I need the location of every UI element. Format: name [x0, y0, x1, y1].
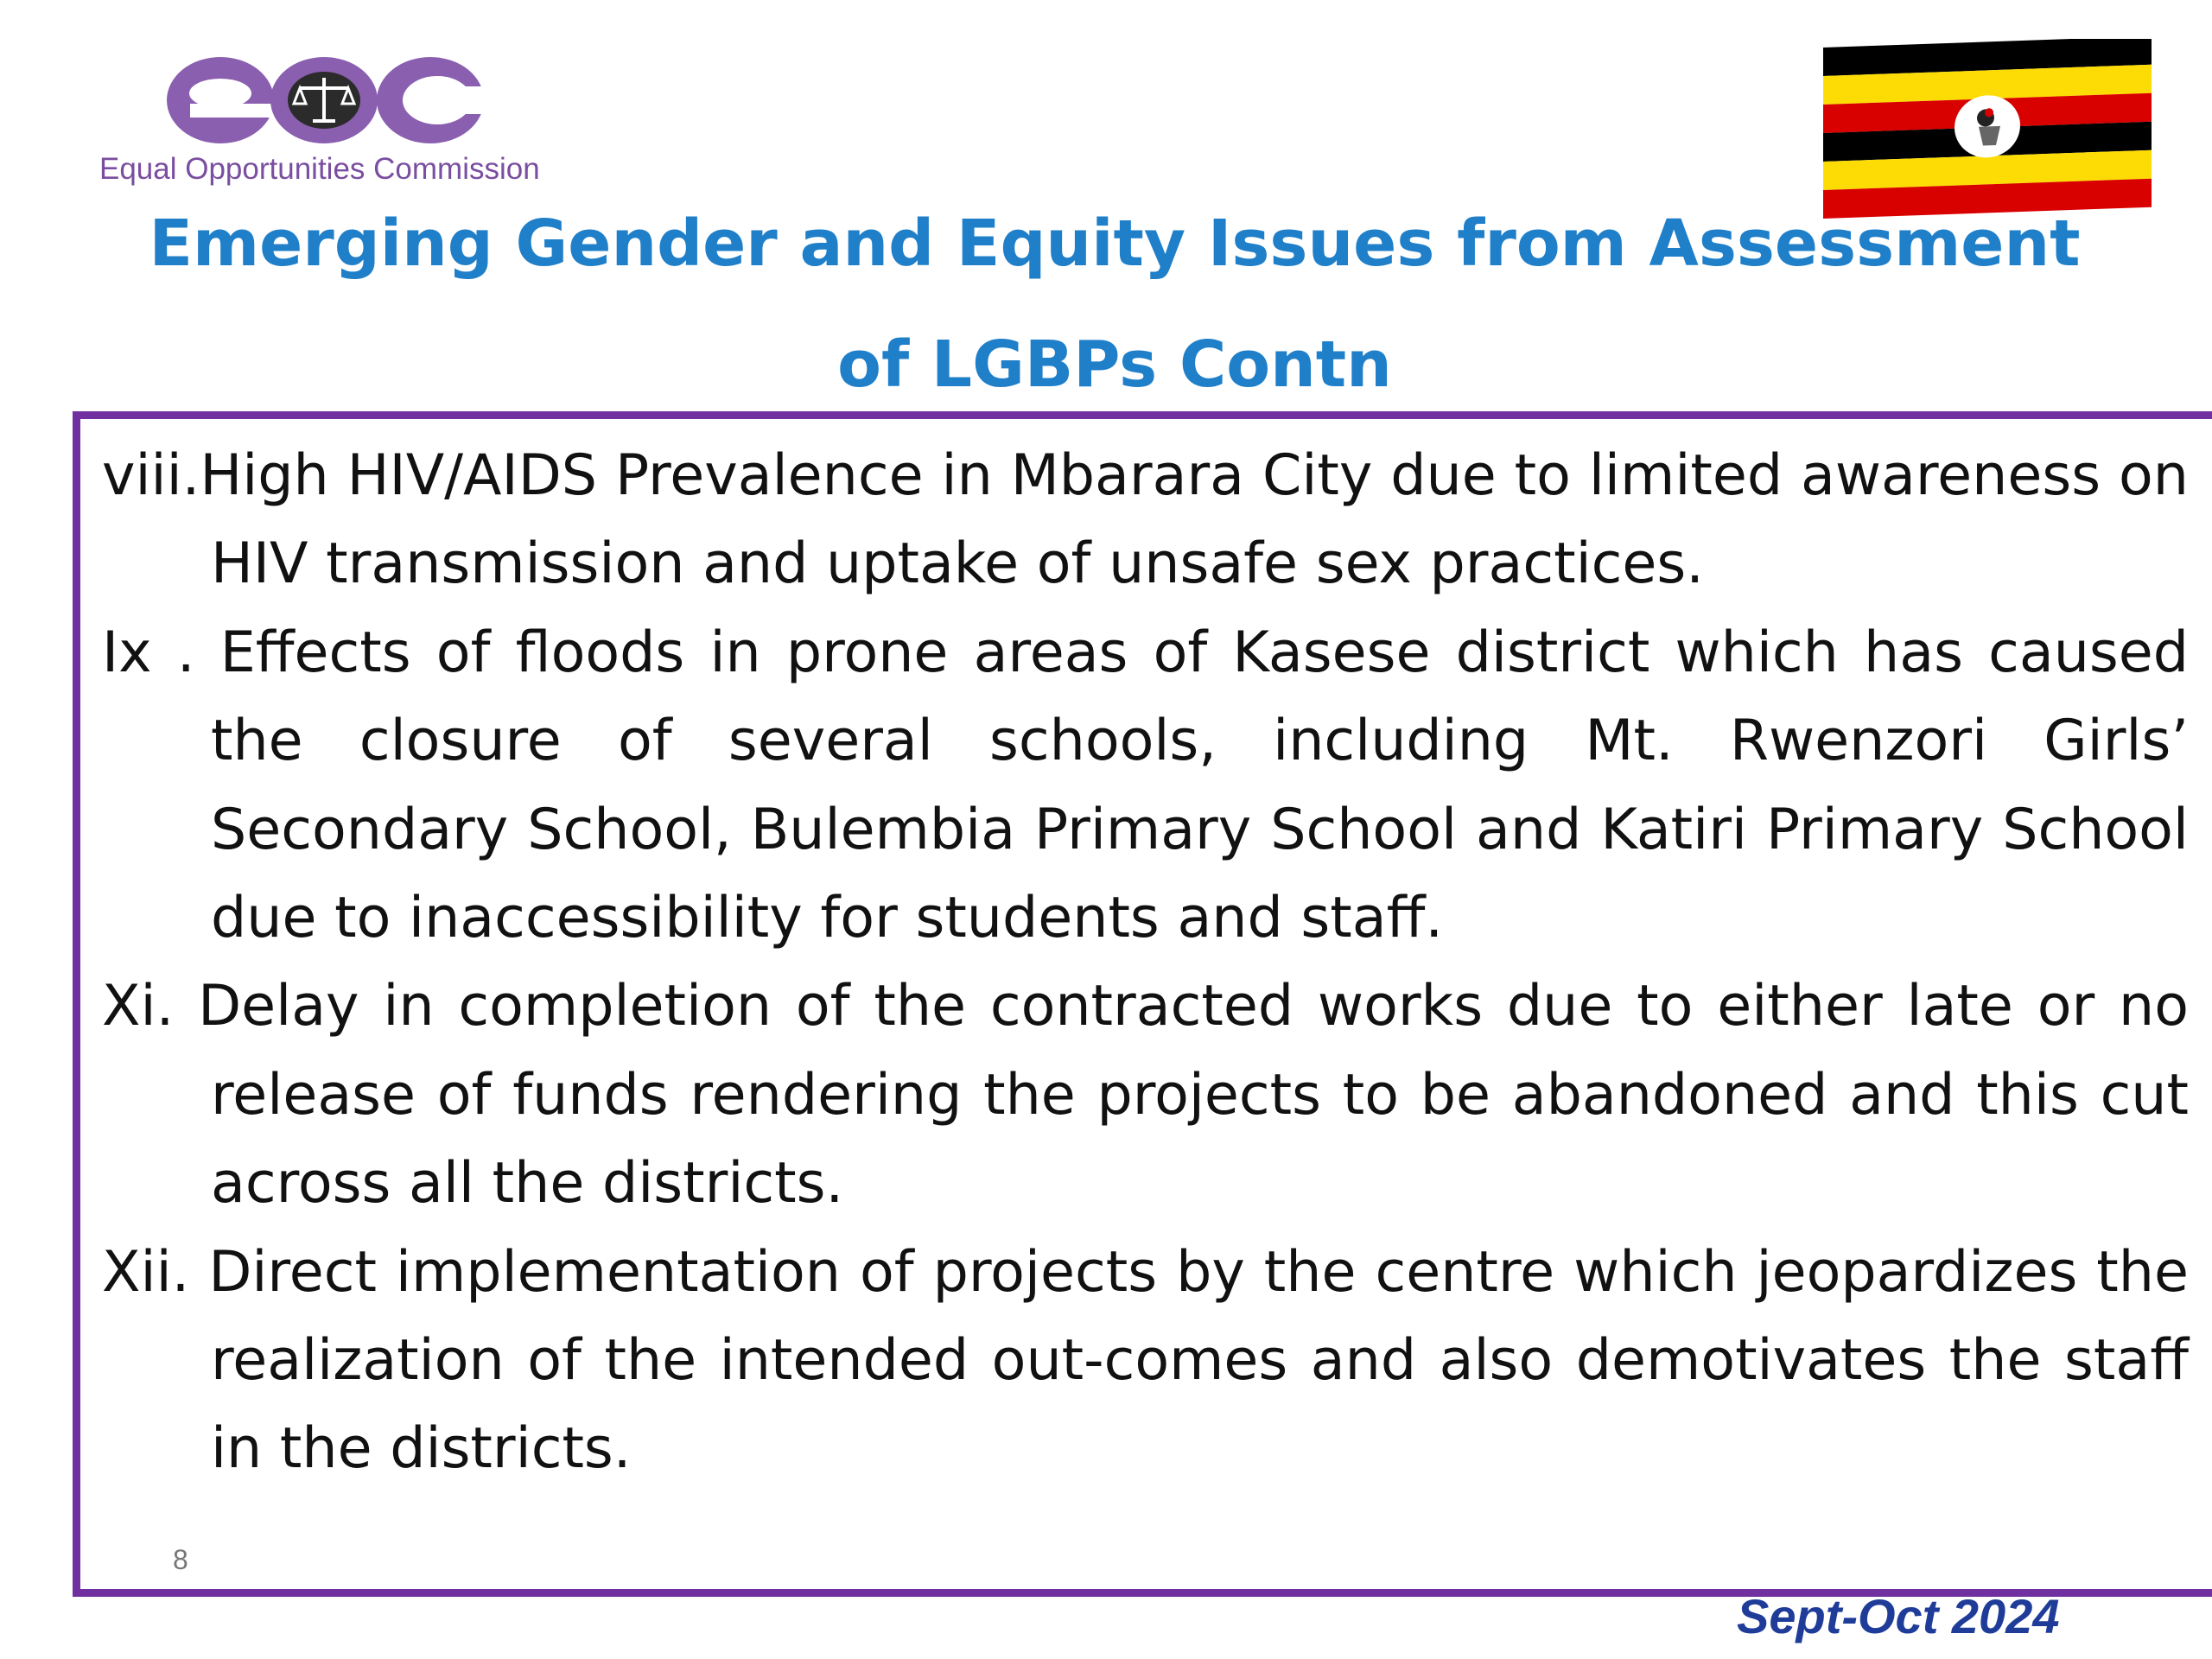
slide-title-line-1: Emerging Gender and Equity Issues from Assessment — [149, 207, 2081, 281]
item-text: High HIV/AIDS Prevalence in Mbarara City due to limited awareness on HIV transmission and uptake of unsafe sex practices. — [200, 443, 2189, 597]
item-text: Direct implementation of projects by the centre which jeopardizes the realization of the intended out-comes and also demotivates the staff in the districts. — [208, 1239, 2189, 1482]
uganda-flag-icon — [1823, 39, 2160, 220]
eoc-logo — [99, 50, 540, 197]
item-marker: viii. — [102, 443, 200, 508]
logo-caption: Equal Opportunities Commission — [99, 152, 540, 186]
item-marker: Xii. — [102, 1239, 209, 1305]
slide-title-line-2: of LGBPs Contn — [837, 327, 1392, 402]
slide-number: 8 — [173, 1544, 188, 1575]
list-item — [102, 1229, 2189, 1494]
footer-date: Sept-Oct 2024 — [1737, 1589, 2060, 1643]
issues-list — [102, 432, 2189, 1494]
item-marker: Ix . — [102, 620, 220, 685]
eoc-logo-icon — [156, 50, 518, 154]
list-item — [102, 609, 2189, 963]
list-item — [102, 963, 2189, 1228]
item-text: Delay in completion of the contracted works due to either late or no release of funds rendering the projects to be abandoned and this cut across all the districts. — [198, 974, 2190, 1217]
list-item — [102, 432, 2189, 609]
item-marker: Xi. — [102, 974, 199, 1039]
item-text: Effects of floods in prone areas of Kasese district which has caused the closure of several schools, including Mt. Rwenzori Girls’ Secondary School, Bulembia Primary School and Katiri Primary School due to inaccessibility for students and staff. — [211, 620, 2190, 951]
